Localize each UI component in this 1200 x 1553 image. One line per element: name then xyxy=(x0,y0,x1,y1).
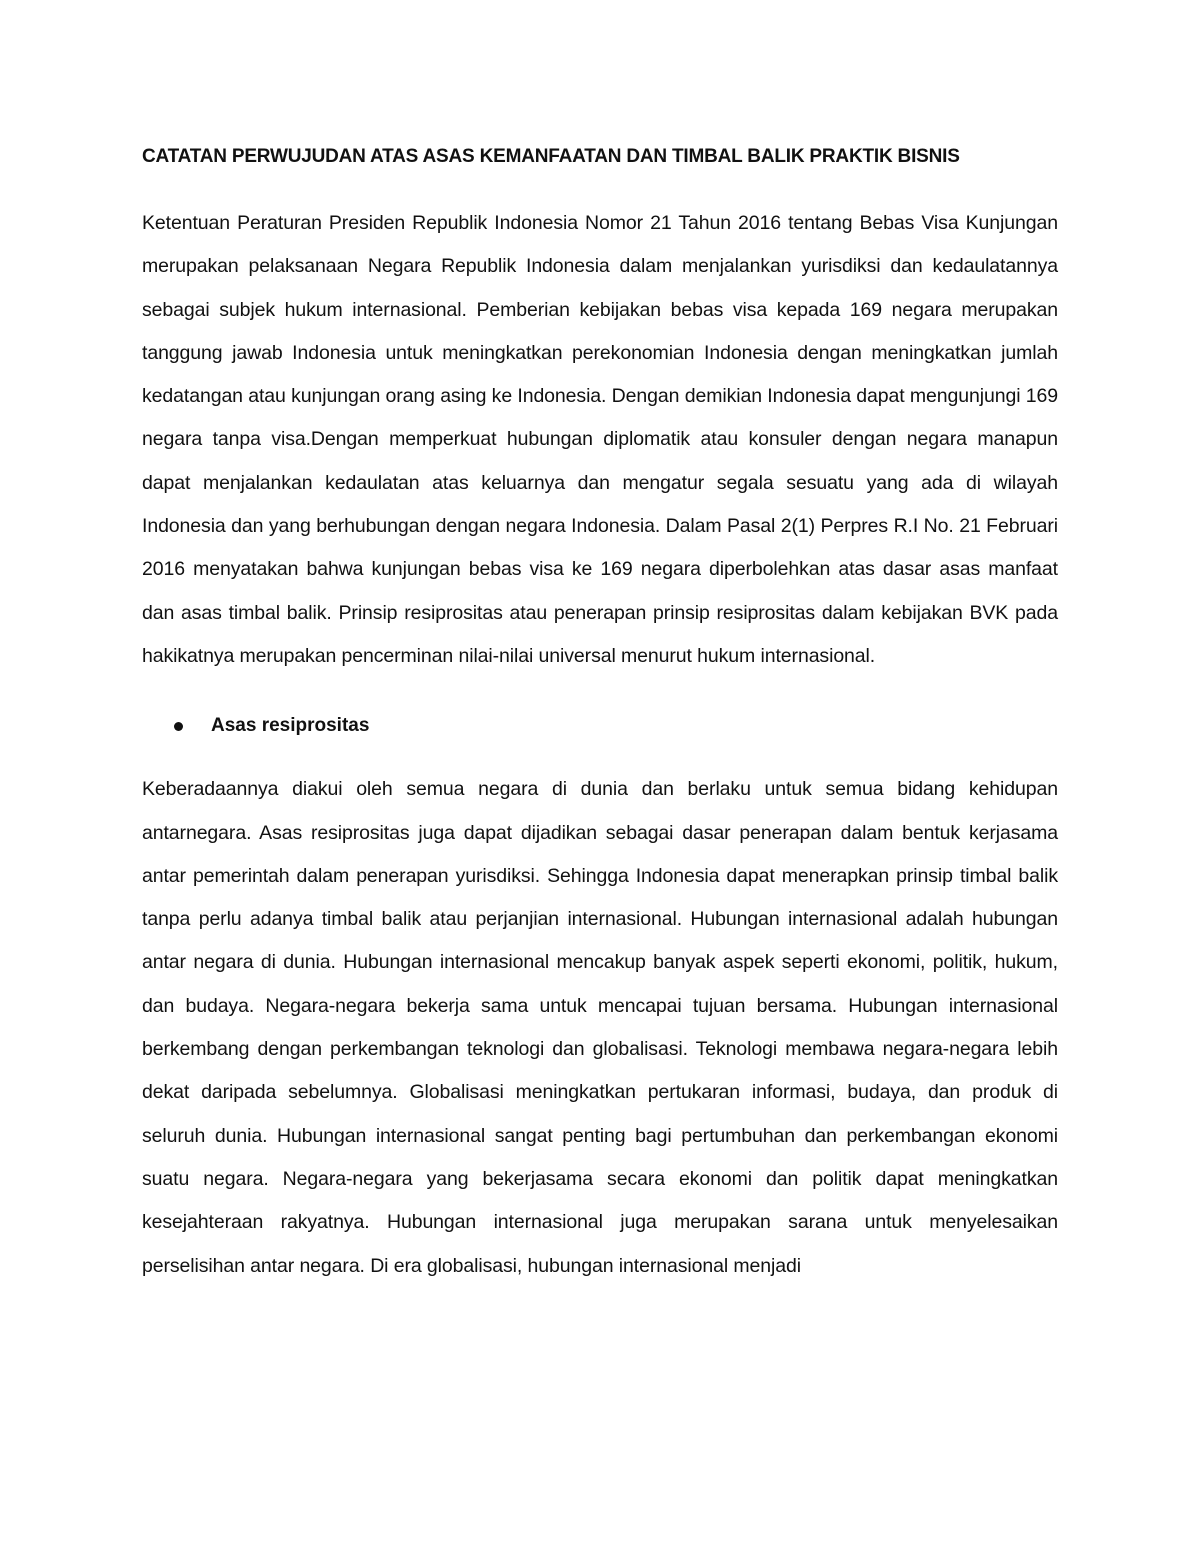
bullet-heading: Asas resiprositas xyxy=(211,715,370,737)
document-title: CATATAN PERWUJUDAN ATAS ASAS KEMANFAATAN DAN TIMBAL BALIK PRAKTIK BISNIS xyxy=(142,146,960,167)
bullet-item-asas-resiprositas xyxy=(174,706,1058,746)
paragraph-perpres-bebas-visa: Ketentuan Peraturan Presiden Republik Indonesia Nomor 21 Tahun 2016 tentang Bebas Visa Kunjungan merupakan pelaksanaan Negara Republik Indonesia dalam menjalankan yurisdiksi dan kedaulatannya sebagai subjek hukum internasional. Pemberian kebijakan bebas visa kepada 169 negara merupakan tanggung jawab Indonesia untuk meningkatkan perekonomian Indonesia dengan meningkatkan jumlah kedatangan atau kunjungan orang asing ke Indonesia. Dengan demikian Indonesia dapat mengunjungi 169 negara tanpa visa.Dengan memperkuat hubungan diplomatik atau konsuler dengan negara manapun dapat menjalankan kedaulatan atas keluarnya dan mengatur segala sesuatu yang ada di wilayah Indonesia dan yang berhubungan dengan negara Indonesia. Dalam Pasal 2(1) Perpres R.I No. 21 Februari 2016 menyatakan bahwa kunjungan bebas visa ke 169 negara diperbolehkan atas dasar asas manfaat dan asas timbal balik. Prinsip resiprositas atau penerapan prinsip resiprositas dalam kebijakan BVK pada hakikatnya merupakan pencerminan nilai-nilai universal menurut hukum internasional. xyxy=(142,212,1058,667)
document-page xyxy=(142,140,1058,1288)
paragraph-asas-resiprositas: Keberadaannya diakui oleh semua negara di dunia dan berlaku untuk semua bidang kehidupan antarnegara. Asas resiprositas juga dapat dijadikan sebagai dasar penerapan dalam bentuk kerjasama antar pemerintah dalam penerapan yurisdiksi. Sehingga Indonesia dapat menerapkan prinsip timbal balik tanpa perlu adanya timbal balik atau perjanjian internasional. Hubungan internasional adalah hubungan antar negara di dunia. Hubungan internasional mencakup banyak aspek seperti ekonomi, politik, hukum, dan budaya. Negara-negara bekerja sama untuk mencapai tujuan bersama. Hubungan internasional berkembang dengan perkembangan teknologi dan globalisasi. Teknologi membawa negara-negara lebih dekat daripada sebelumnya. Globalisasi meningkatkan pertukaran informasi, budaya, dan produk di seluruh dunia. Hubungan internasional sangat penting bagi pertumbuhan dan perkembangan ekonomi suatu negara. Negara-negara yang bekerjasama secara ekonomi dan politik dapat meningkatkan kesejahteraan rakyatnya. Hubungan internasional juga merupakan sarana untuk menyelesaikan perselisihan antar negara. Di era globalisasi, hubungan internasional menjadi xyxy=(142,778,1058,1277)
bullet-icon xyxy=(174,722,183,731)
